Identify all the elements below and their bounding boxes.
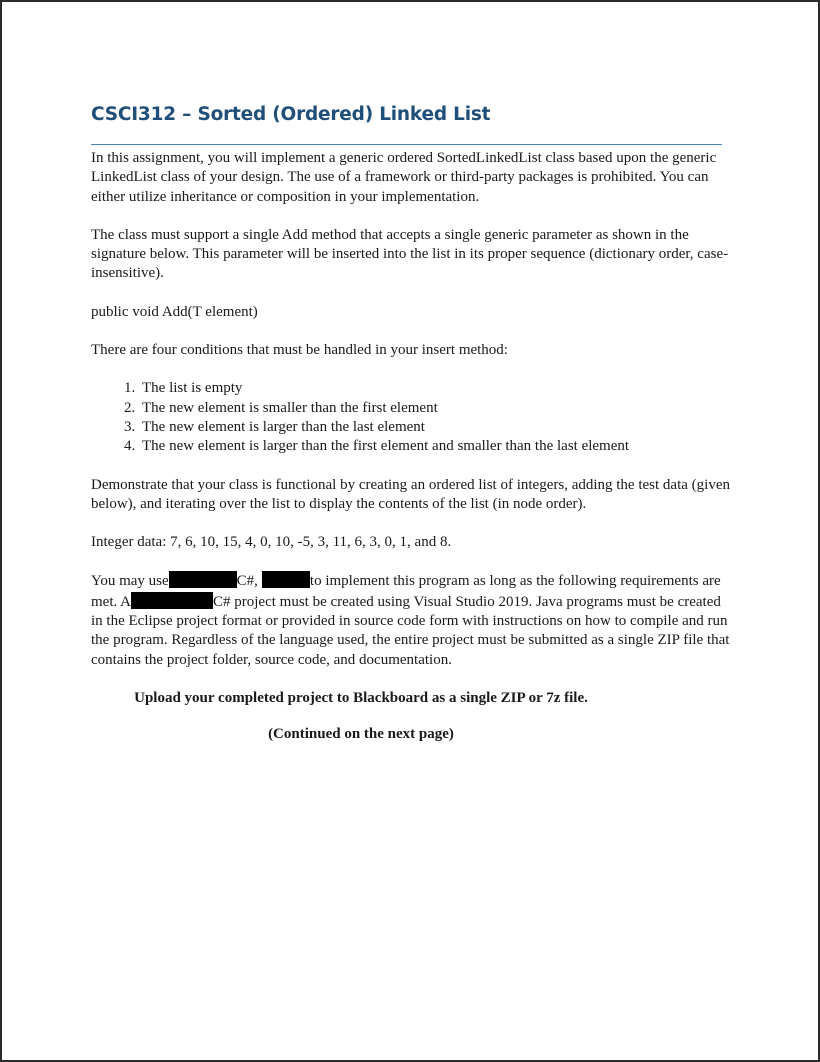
redaction-block: [131, 592, 213, 609]
requirements-text-3: to implement this program as long as the following requirements are met. A: [91, 573, 721, 610]
integer-data: Integer data: 7, 6, 10, 15, 4, 0, 10, -5, 3, 11, 6, 3, 0, 1, and 8.: [91, 534, 452, 551]
condition-item: 2. The new element is smaller than the first element: [139, 399, 731, 418]
document-content: [91, 102, 731, 745]
continued-note: (Continued on the next page): [268, 726, 454, 743]
requirements-text-2: C#,: [236, 573, 258, 590]
condition-item: 1. The list is empty: [139, 379, 731, 398]
requirements-text-1: You may use: [91, 573, 169, 590]
requirements-text-4: C# project must be created using Visual Studio 2019. Java programs must be created in the Eclipse project format or provided in source code form with instructions on how to compile and run the program. Regardless of the language used, the entire project must be submitted as a single ZIP file that contains the project folder, source code, and documentation.: [91, 593, 730, 668]
condition-item: 3. The new element is larger than the last element: [139, 418, 731, 437]
conditions-intro: There are four conditions that must be handled in your insert method:: [91, 342, 508, 359]
method-signature: public void Add(T element): [91, 303, 258, 320]
condition-item: 4. The new element is larger than the first element and smaller than the last element: [139, 437, 731, 456]
demonstrate-paragraph: Demonstrate that your class is functional by creating an ordered list of integers, adding the test data (given below), and iterating over the list to display the contents of the list (in node order).: [91, 476, 730, 512]
redaction-block: [169, 571, 237, 588]
conditions-list: [91, 379, 731, 456]
language-requirements-paragraph: [91, 571, 731, 669]
title-underline: [91, 144, 722, 145]
intro-paragraph: In this assignment, you will implement a generic ordered SortedLinkedList class based upon the generic LinkedList class of your design. The use of a framework or third-party packages is prohibited. You can either utilize inheritance or composition in your implementation.: [91, 150, 717, 205]
upload-note: Upload your completed project to Blackboard as a single ZIP or 7z file.: [134, 689, 588, 706]
redaction-block: [262, 571, 310, 588]
page-title: CSCI312 – Sorted (Ordered) Linked List: [91, 104, 491, 125]
add-method-paragraph: The class must support a single Add method that accepts a single generic parameter as shown in the signature below. This parameter will be inserted into the list in its proper sequence (dictionary order, case-insensitive).: [91, 226, 729, 282]
